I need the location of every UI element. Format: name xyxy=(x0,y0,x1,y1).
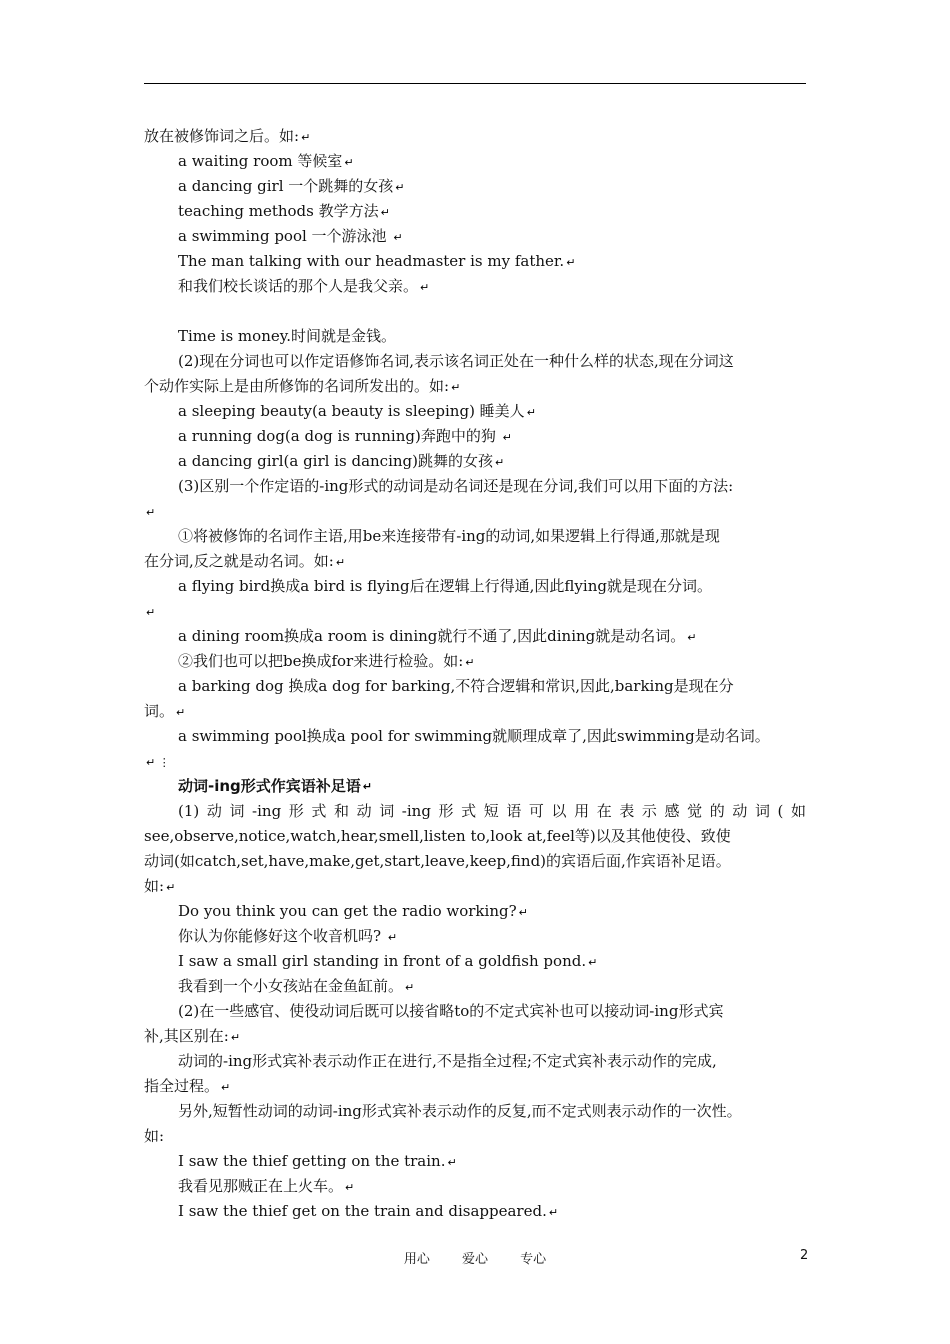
paragraph-mark-icon: ↵ xyxy=(221,1080,231,1094)
text-line xyxy=(144,599,810,624)
text-line xyxy=(144,974,810,999)
text-line xyxy=(144,774,810,799)
line-text: Time is money.时间就是金钱。 xyxy=(178,327,396,345)
line-text: 我看见那贼正在上火车。 xyxy=(178,1177,344,1195)
text-line xyxy=(144,724,810,749)
line-text: a running dog(a dog is running)奔跑中的狗 xyxy=(178,427,501,445)
text-line xyxy=(144,924,810,949)
text-line xyxy=(144,749,810,774)
paragraph-mark-icon: ↵ xyxy=(405,980,415,994)
text-line xyxy=(144,474,810,499)
text-line xyxy=(144,574,810,599)
text-line xyxy=(144,449,810,474)
paragraph-mark-icon: ↵ xyxy=(395,180,405,194)
line-text: I saw the thief get on the train and disappeared. xyxy=(178,1202,547,1220)
text-line xyxy=(144,699,810,724)
blank-line xyxy=(144,299,810,324)
paragraph-mark-icon: ↵ xyxy=(166,880,176,894)
line-text: 补,其区别在: xyxy=(144,1027,229,1045)
line-text: a sleeping beauty(a beauty is sleeping) 睡美人 xyxy=(178,402,525,420)
line-text: 在分词,反之就是动名词。如: xyxy=(144,552,334,570)
paragraph-mark-icon: ↵ xyxy=(465,655,475,669)
text-line xyxy=(144,424,810,449)
footer-text-right: 专心 xyxy=(520,1252,547,1267)
text-line xyxy=(144,849,810,874)
line-text: a dining room换成a room is dining就行不通了,因此dining就是动名词。 xyxy=(178,627,686,645)
line-text: a swimming pool 一个游泳池 xyxy=(178,227,392,245)
line-text: a waiting room 等候室 xyxy=(178,152,343,170)
text-line xyxy=(144,499,810,524)
text-line xyxy=(144,374,810,399)
paragraph-mark-icon: ↵ xyxy=(146,605,156,619)
paragraph-mark-icon: ↵ xyxy=(146,505,156,519)
paragraph-mark-icon: ↵ xyxy=(495,455,505,469)
footer-text-left: 用心 xyxy=(403,1252,430,1267)
line-text: 动词-ing形式作宾语补足语 xyxy=(178,777,361,795)
text-line xyxy=(144,999,810,1024)
line-text: (2)在一些感官、使役动词后既可以接省略to的不定式宾补也可以接动词-ing形式宾 xyxy=(178,1002,724,1020)
line-text: 指全过程。 xyxy=(144,1077,220,1095)
text-line xyxy=(144,1149,810,1174)
text-line xyxy=(144,824,810,849)
paragraph-mark-icon: ↵ xyxy=(230,1030,241,1044)
paragraph-mark-icon: ↵ xyxy=(588,955,598,969)
line-text: 如: xyxy=(144,877,165,895)
text-line xyxy=(144,324,810,349)
text-line xyxy=(144,174,810,199)
line-text: 另外,短暂性动词的动词-ing形式宾补表示动作的反复,而不定式则表示动作的一次性。 xyxy=(178,1102,742,1120)
line-text: ②我们也可以把be换成for来进行检验。如: xyxy=(178,652,464,670)
text-line xyxy=(144,1024,810,1049)
text-line xyxy=(144,624,810,649)
line-text: a flying bird换成a bird is flying后在逻辑上行得通,因此flying就是现在分词。 xyxy=(178,577,712,595)
line-text: 动词(如catch,set,have,make,get,start,leave,keep,find)的宾语后面,作宾语补足语。 xyxy=(144,852,731,870)
text-line xyxy=(144,274,810,299)
paragraph-mark-icon: ↵ xyxy=(335,555,346,569)
line-text: 动词的-ing形式宾补表示动作正在进行,不是指全过程;不定式宾补表示动作的完成, xyxy=(178,1052,717,1070)
line-text: (3)区别一个作定语的-ing形式的动词是动名词还是现在分词,我们可以用下面的方法: xyxy=(178,477,734,495)
paragraph-mark-icon: ↵ xyxy=(393,230,403,244)
paragraph-mark-icon: ↵ xyxy=(380,205,390,219)
line-text: a dancing girl 一个跳舞的女孩 xyxy=(178,177,394,195)
line-text: a dancing girl(a girl is dancing)跳舞的女孩 xyxy=(178,452,493,470)
line-text: I saw a small girl standing in front of a goldfish pond. xyxy=(178,952,587,970)
paragraph-mark-icon: ↵ xyxy=(526,405,536,419)
paragraph-mark-icon: ↵ xyxy=(301,130,311,144)
line-text: 词。 xyxy=(144,702,175,720)
line-text: ①将被修饰的名词作主语,用be来连接带有-ing的动词,如果逻辑上行得通,那就是现 xyxy=(178,527,720,545)
document-body xyxy=(144,124,810,1224)
text-line xyxy=(144,199,810,224)
text-line xyxy=(144,1124,810,1149)
paragraph-mark-icon: ↵ xyxy=(387,930,398,944)
text-line xyxy=(144,1099,810,1124)
text-line xyxy=(144,249,810,274)
text-line xyxy=(144,1049,810,1074)
line-text: Do you think you can get the radio working? xyxy=(178,902,517,920)
line-text: 你认为你能修好这个收音机吗? xyxy=(178,927,386,945)
paragraph-mark-icon: ↵ xyxy=(566,255,576,269)
text-line xyxy=(144,899,810,924)
header-rule xyxy=(144,83,806,84)
line-text: 我看到一个小女孩站在金鱼缸前。 xyxy=(178,977,404,995)
paragraph-mark-icon: ↵ ⋮ xyxy=(146,755,170,769)
paragraph-mark-icon: ↵ xyxy=(447,1155,457,1169)
paragraph-mark-icon: ↵ xyxy=(687,630,697,644)
paragraph-mark-icon: ↵ xyxy=(548,1205,559,1219)
text-line xyxy=(144,1174,810,1199)
paragraph-mark-icon: ↵ xyxy=(451,380,461,394)
paragraph-mark-icon: ↵ xyxy=(362,780,373,793)
text-line xyxy=(144,1199,810,1224)
line-text: a barking dog 换成a dog for barking,不符合逻辑和常识,因此,barking是现在分 xyxy=(178,677,734,695)
text-line xyxy=(144,949,810,974)
line-text: 放在被修饰词之后。如: xyxy=(144,127,300,145)
line-text: 个动作实际上是由所修饰的名词所发出的。如: xyxy=(144,377,450,395)
page-number: 2 xyxy=(800,1248,809,1263)
line-text: (2)现在分词也可以作定语修饰名词,表示该名词正处在一种什么样的状态,现在分词这 xyxy=(178,352,734,370)
text-line xyxy=(144,524,810,549)
line-text: 和我们校长谈话的那个人是我父亲。 xyxy=(178,277,419,295)
paragraph-mark-icon: ↵ xyxy=(344,155,354,169)
line-text: The man talking with our headmaster is my father. xyxy=(178,252,565,270)
line-text: 如: xyxy=(144,1127,165,1145)
text-line xyxy=(144,799,810,824)
line-text: (1)动词-ing形式和动词-ing形式短语可以用在表示感觉的动词(如 xyxy=(178,802,806,820)
text-line xyxy=(144,224,810,249)
line-text: I saw the thief getting on the train. xyxy=(178,1152,446,1170)
text-line xyxy=(144,349,810,374)
footer-text-middle: 爱心 xyxy=(461,1252,488,1267)
text-line xyxy=(144,1074,810,1099)
line-text: teaching methods 教学方法 xyxy=(178,202,379,220)
paragraph-mark-icon: ↵ xyxy=(518,905,528,919)
text-line xyxy=(144,399,810,424)
paragraph-mark-icon: ↵ xyxy=(420,280,430,294)
text-line xyxy=(144,874,810,899)
paragraph-mark-icon: ↵ xyxy=(176,705,186,719)
line-text: a swimming pool换成a pool for swimming就顺理成章了,因此swimming是动名词。 xyxy=(178,727,770,745)
text-line xyxy=(144,149,810,174)
text-line xyxy=(144,124,810,149)
paragraph-mark-icon: ↵ xyxy=(502,430,512,444)
line-text: see,observe,notice,watch,hear,smell,listen to,look at,feel等)以及其他使役、致使 xyxy=(144,827,731,845)
text-line xyxy=(144,649,810,674)
text-line xyxy=(144,674,810,699)
paragraph-mark-icon: ↵ xyxy=(345,1180,355,1194)
text-line xyxy=(144,549,810,574)
